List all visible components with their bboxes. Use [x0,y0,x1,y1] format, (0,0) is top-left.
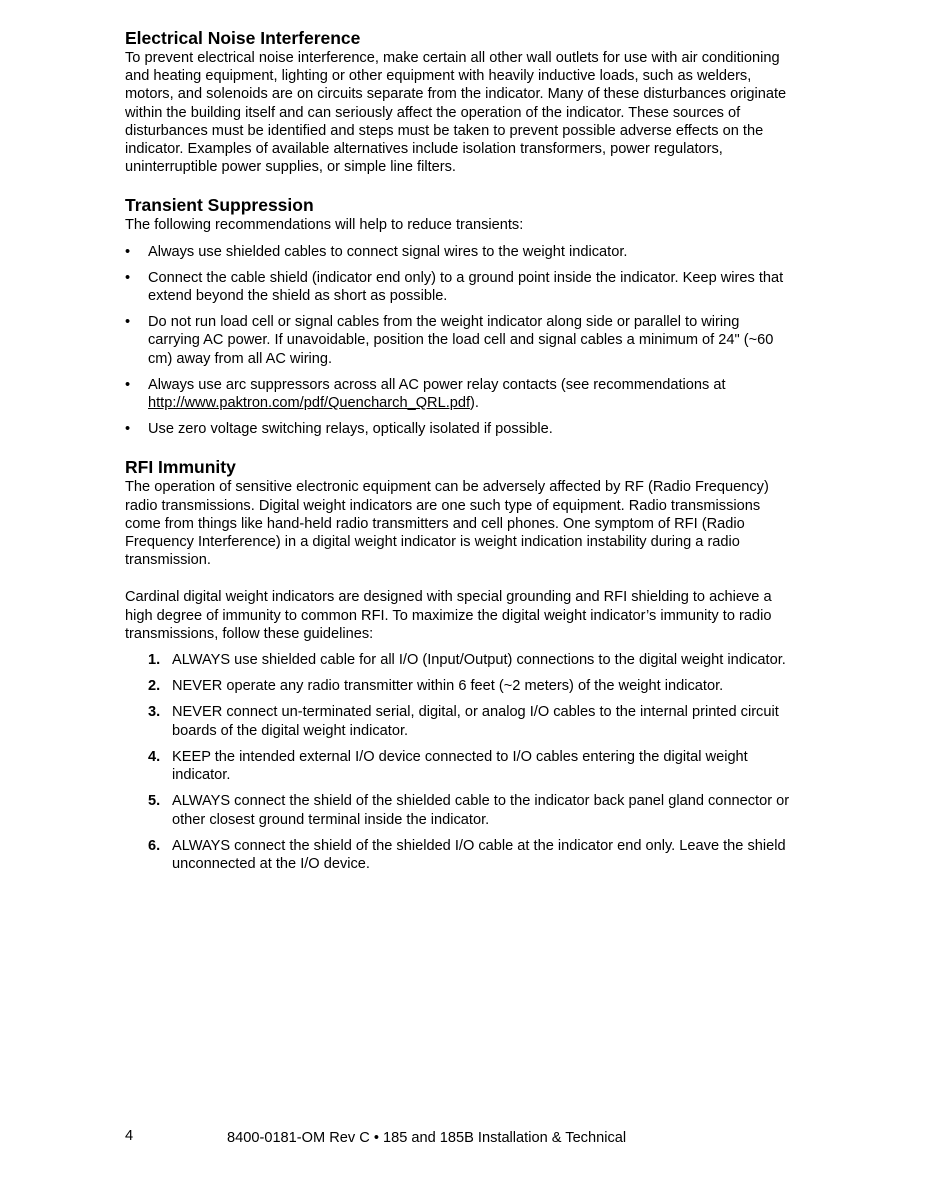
list-item-number: 1. [148,652,161,669]
list-item [125,376,795,412]
numbered-list [125,651,795,873]
bullet-icon: • [125,314,131,331]
list-item-text: ALWAYS connect the shield of the shielded cable to the indicator back panel gland connector or other closest ground terminal inside the indicator. [172,793,790,828]
list-item-text: Use zero voltage switching relays, optically isolated if possible. [148,421,553,438]
document-title: 8400-0181-OM Rev C • 185 and 185B Installation & Technical [227,1130,627,1146]
bullet-icon: • [125,376,131,393]
list-item-text-start: Always use arc suppressors across all AC power relay contacts (see recommendations at [148,376,726,393]
list-item [125,420,795,438]
section-paragraph: To prevent electrical noise interference, make certain all other wall outlets for use with air conditioning and heating equipment, lighting or other equipment with heavily inductive loads, such as welders, motors, and solenoids are on circuits separate from the indicator. Many of these disturbances originate within the building itself and can seriously affect the operation of the indicator. These sources of disturbances must be identified and steps must be taken to prevent possible adverse effects on the indicator. Examples of available alternatives include isolation transformers, power regulators, uninterruptible power supplies, or simple line filters. [125,50,787,176]
list-item-text: Always use shielded cables to connect signal wires to the weight indicator. [148,243,628,260]
section-intro: The following recommendations will help to reduce transients: [125,217,524,234]
list-item-number: 6. [148,837,161,854]
list-item-number: 5. [148,793,161,810]
list-item-text: Do not run load cell or signal cables from the weight indicator along side or parallel to wiring carrying AC power. If unavoidable, position the load cell and signal cables a minimum of 24" (~60 cm) away from all AC wiring. [148,314,774,367]
list-item [125,243,795,261]
section-rfi-immunity [125,457,795,873]
section-paragraph: The operation of sensitive electronic equipment can be adversely affected by RF (Radio Frequency) radio transmissions. Digital weight indicators are one such type of equipment. Radio transmissions come from things like hand-held radio transmitters and cell phones. One symptom of RFI (Radio Frequency Interference) in a digital weight indicator is weight indication instability during a radio transmission. [125,479,769,569]
bullet-icon: • [125,269,131,286]
section-paragraph: Cardinal digital weight indicators are designed with special grounding and RFI shielding to achieve a high degree of immunity to common RFI. To maximize the digital weight indicator’s immunity to radio transmissions, follow these guidelines: [125,589,772,642]
section-transient-suppression [125,195,795,438]
list-item-text: KEEP the intended external I/O device connected to I/O cables entering the digital weight indicator. [172,748,748,784]
list-item-number: 2. [148,678,161,695]
list-item-number: 4. [148,748,161,765]
list-item-text: ALWAYS use shielded cable for all I/O (Input/Output) connections to the digital weight indicator. [172,652,786,669]
bullet-icon: • [125,243,131,260]
section-heading: Electrical Noise Interference [125,28,361,48]
list-item-text: Connect the cable shield (indicator end only) to a ground point inside the indicator. Keep wires that extend beyond the shield as short as possible. [148,269,784,305]
list-item [125,792,795,828]
list-item [125,677,795,695]
section-heading: RFI Immunity [125,457,236,478]
list-item-text [148,377,726,411]
list-item-text: ALWAYS connect the shield of the shielded I/O cable at the indicator end only. Leave the shield unconnected at the I/O device. [172,837,786,872]
bullet-list [125,243,795,439]
section-electrical-noise [125,28,795,176]
list-item [125,748,795,784]
page-number: 4 [125,1128,134,1144]
bullet-icon: • [125,421,131,438]
list-item [125,651,795,669]
list-item-text-end: ). [470,395,479,412]
paktron-link[interactable]: http://www.paktron.com/pdf/Quencharch_QRL.pdf [148,395,471,412]
list-item-number: 3. [148,704,161,721]
list-item [125,703,795,739]
list-item [125,313,795,368]
list-item [125,837,795,873]
list-item-text: NEVER connect un-terminated serial, digital, or analog I/O cables to the internal printed circuit boards of the digital weight indicator. [172,704,779,739]
page-content [125,28,795,892]
list-item-text: NEVER operate any radio transmitter within 6 feet (~2 meters) of the weight indicator. [172,678,724,695]
list-item [125,269,795,305]
section-heading: Transient Suppression [125,195,314,216]
